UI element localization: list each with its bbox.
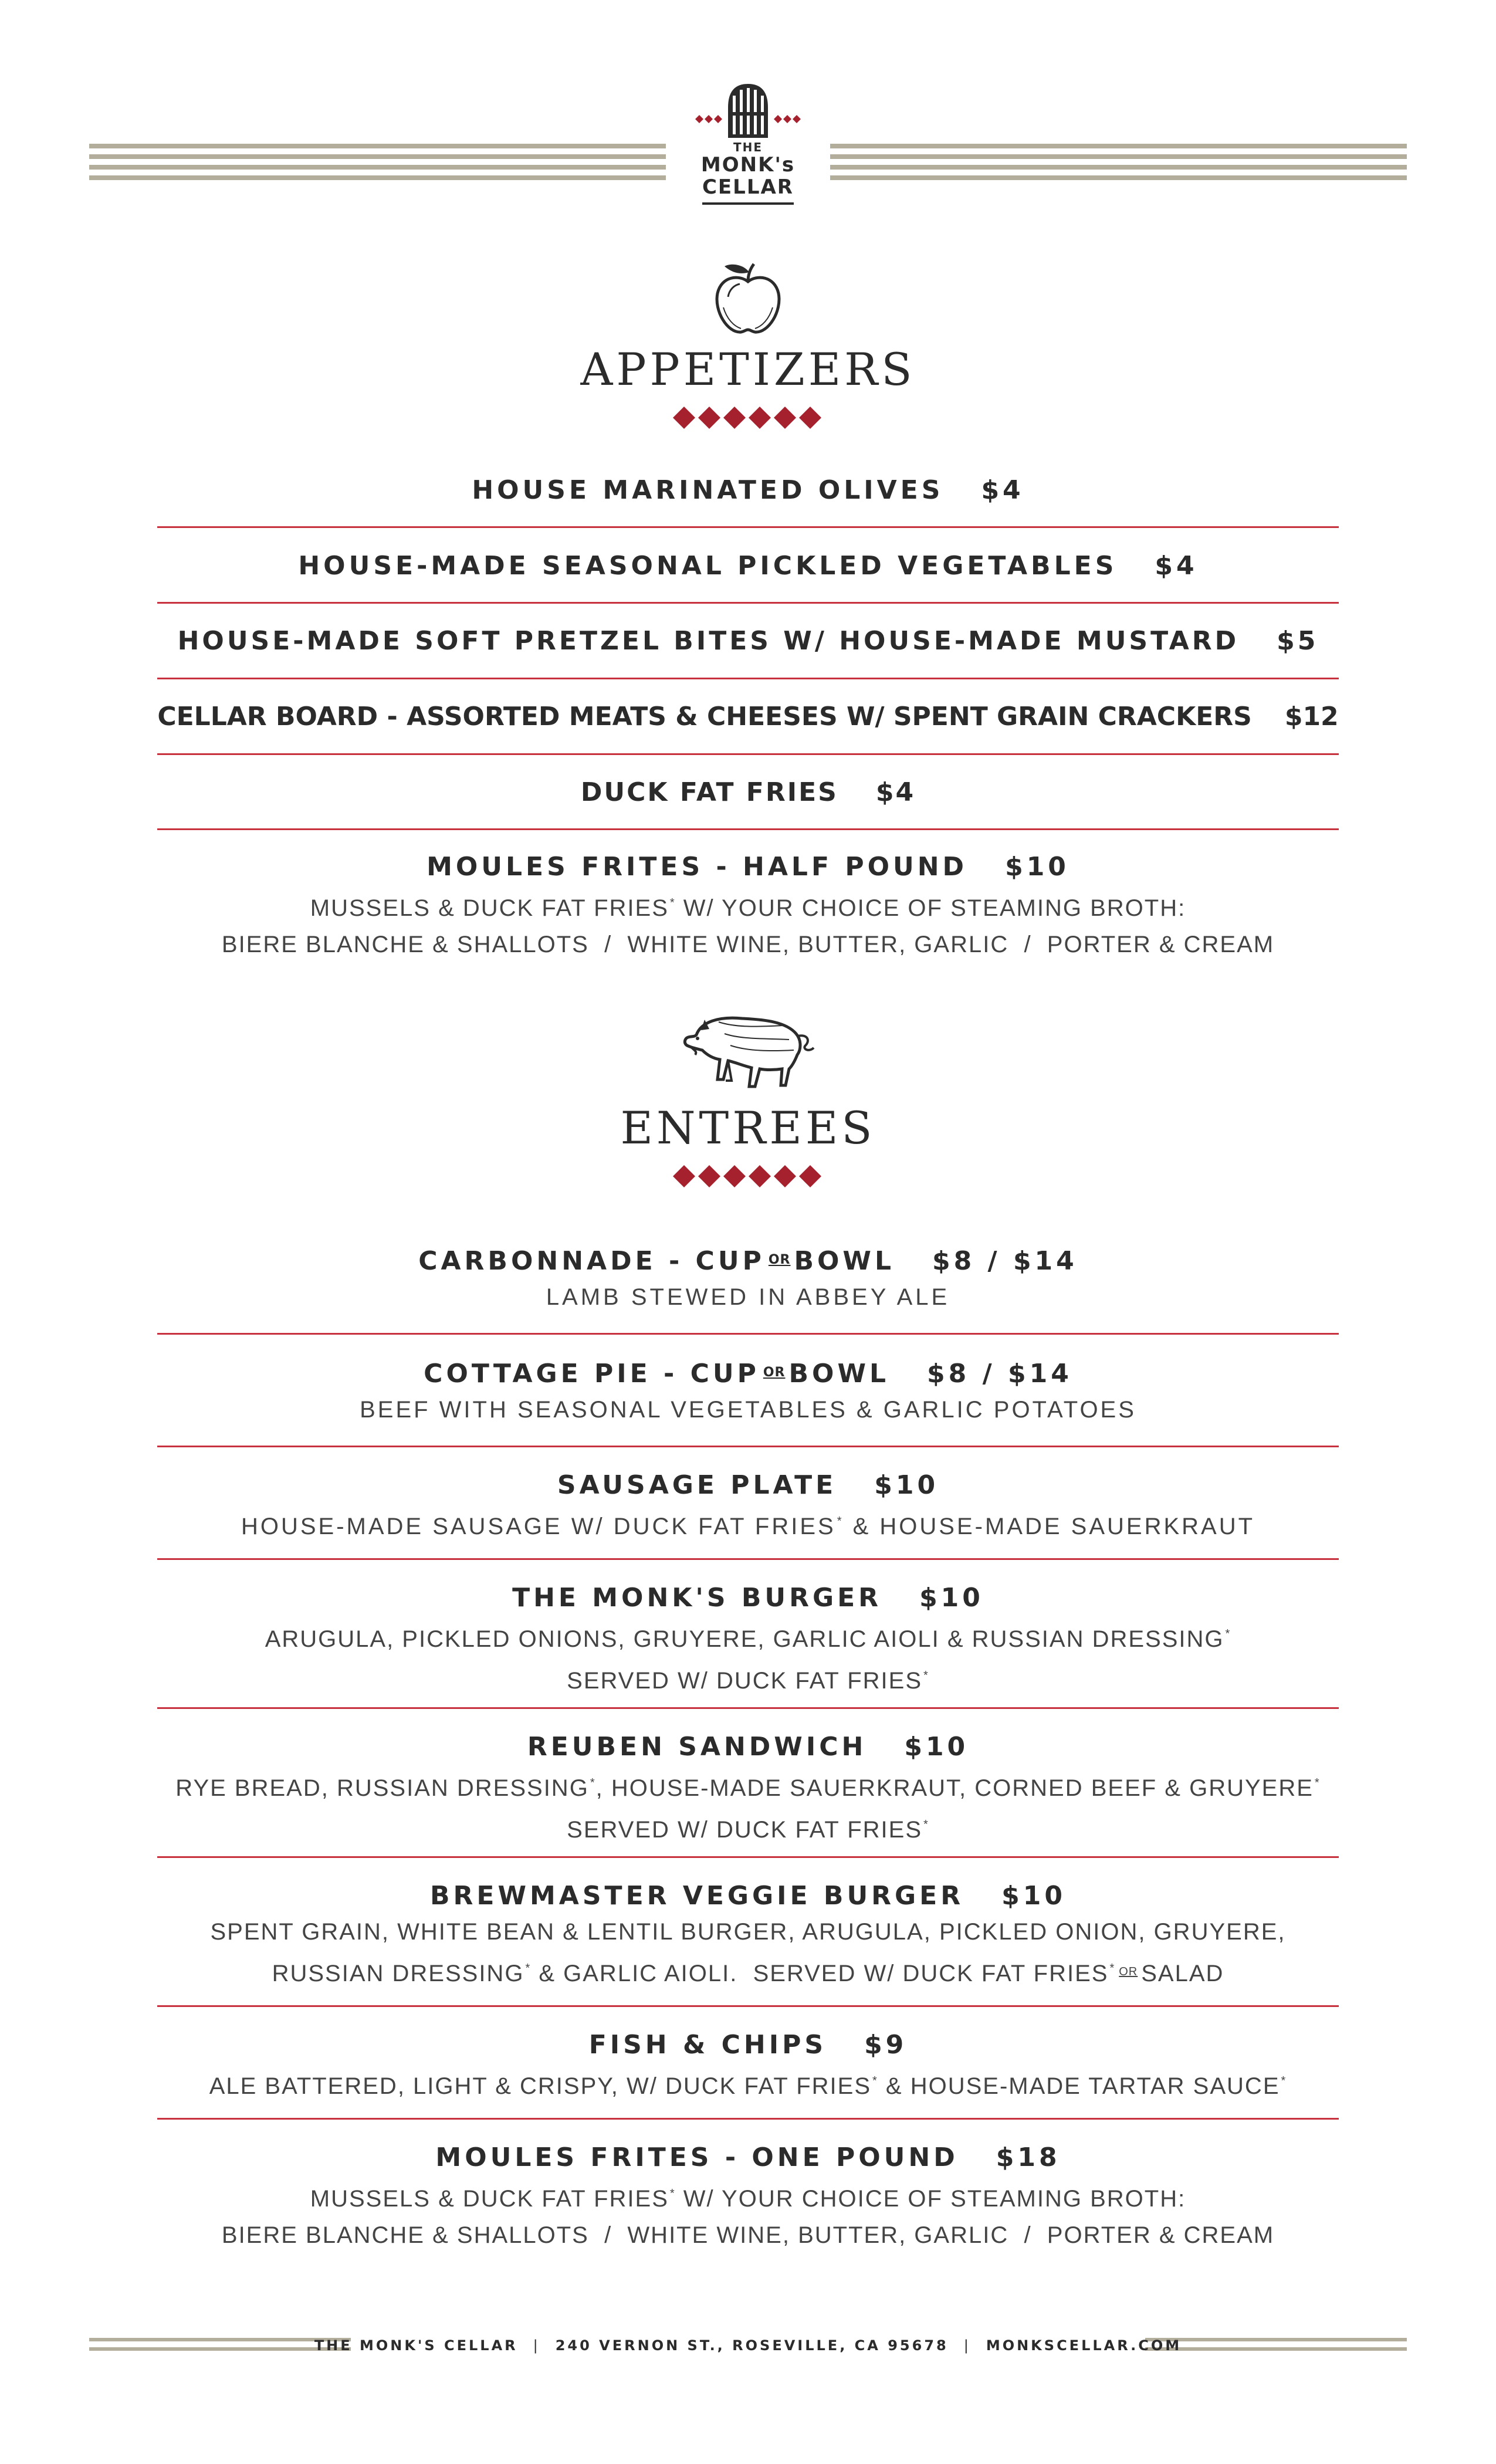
item-description: W/ YOUR CHOICE OF STEAMING BROTH:: [675, 895, 1186, 921]
item-name: BOWL: [794, 1246, 895, 1276]
item-price: $4: [1155, 551, 1198, 581]
item-description: MUSSELS & DUCK FAT FRIES: [310, 895, 669, 921]
item-description: SPENT GRAIN, WHITE BEAN & LENTIL BURGER, ARUGULA, PICKLED ONION, GRUYERE,: [210, 1919, 1286, 1945]
item-description: & HOUSE-MADE SAUERKRAUT: [844, 1514, 1255, 1539]
divider-rule: [157, 678, 1339, 679]
item-description: SALAD: [1141, 1961, 1224, 1986]
appetizer-item-olives: [157, 473, 1339, 508]
apple-icon: [707, 258, 789, 340]
footnote-mark: *: [1281, 2074, 1287, 2087]
item-description: & HOUSE-MADE TARTAR SAUCE: [878, 2073, 1280, 2099]
item-price: $18: [996, 2143, 1061, 2172]
entree-item-veggie-burger: [157, 1879, 1339, 1992]
or-label: OR: [768, 1253, 791, 1267]
item-description: LAMB STEWED IN ABBEY ALE: [546, 1284, 950, 1310]
or-label: OR: [1119, 1965, 1138, 1978]
item-name: MOULES FRITES - HALF POUND: [427, 852, 968, 882]
item-name: FISH & CHIPS: [588, 2030, 827, 2060]
item-name: MOULES FRITES - ONE POUND: [435, 2143, 959, 2172]
footnote-mark: *: [1109, 1962, 1116, 1975]
header-stripes-left: [89, 144, 666, 180]
monks-cellar-logo: [689, 79, 807, 214]
item-price: $5: [1277, 626, 1319, 656]
footer-address: 240 VERNON ST., ROSEVILLE, CA 95678: [555, 2337, 949, 2354]
item-price: $4: [981, 475, 1024, 505]
divider-rule: [157, 1446, 1339, 1447]
footnote-mark: *: [590, 1776, 596, 1789]
entree-item-monks-burger: [157, 1580, 1339, 1699]
appetizers-diamond-row: [672, 406, 824, 429]
footer-website-link[interactable]: MONKSCELLAR.COM: [986, 2337, 1182, 2354]
item-name: CARBONNADE - CUP: [418, 1246, 765, 1276]
divider-rule: [157, 1856, 1339, 1858]
footer-info: [0, 2337, 1496, 2354]
logo-the: THE: [733, 140, 763, 154]
item-price: $8 / $14: [932, 1246, 1078, 1276]
appetizer-item-pretzel-bites: [157, 624, 1339, 659]
item-description: , HOUSE-MADE SAUERKRAUT, CORNED BEEF & GRUYERE: [595, 1775, 1314, 1801]
item-price: $10: [1005, 852, 1069, 882]
footnote-mark: *: [837, 1515, 844, 1528]
item-name: REUBEN SANDWICH: [527, 1732, 867, 1762]
item-description: ARUGULA, PICKLED ONIONS, GRUYERE, GARLIC AIOLI & RUSSIAN DRESSING: [265, 1626, 1224, 1652]
item-name: DUCK FAT FRIES: [580, 777, 838, 807]
item-description: BEEF WITH SEASONAL VEGETABLES & GARLIC POTATOES: [360, 1397, 1136, 1423]
appetizer-item-pickled-vegetables: [157, 549, 1339, 584]
item-price: $10: [919, 1583, 984, 1613]
item-name: THE MONK'S BURGER: [512, 1583, 882, 1613]
header-stripes-right: [830, 144, 1407, 180]
divider-rule: [157, 602, 1339, 604]
appetizer-item-duck-fat-fries: [157, 775, 1339, 810]
entree-item-carbonnade: [157, 1243, 1339, 1315]
item-name: BREWMASTER VEGGIE BURGER: [430, 1881, 964, 1911]
item-name: HOUSE MARINATED OLIVES: [472, 475, 944, 505]
or-label: OR: [763, 1365, 786, 1380]
item-description-broths: BIERE BLANCHE & SHALLOTS / WHITE WINE, BUTTER, GARLIC / PORTER & CREAM: [221, 932, 1275, 957]
item-name: HOUSE-MADE SOFT PRETZEL BITES W/ HOUSE-MADE MUSTARD: [177, 626, 1240, 656]
item-price: $9: [864, 2030, 908, 2060]
entrees-title: ENTREES: [620, 1102, 876, 1154]
divider-rule: [157, 1558, 1339, 1560]
item-price: $4: [875, 777, 916, 807]
divider-rule: [157, 2118, 1339, 2120]
logo-monks: MONK's: [700, 153, 796, 177]
divider-rule: [157, 526, 1339, 528]
item-price: $8 / $14: [927, 1359, 1072, 1389]
footnote-mark: *: [669, 896, 676, 909]
arched-door-icon: [689, 79, 807, 138]
footnote-mark: *: [923, 1669, 929, 1682]
item-name: BOWL: [788, 1359, 890, 1389]
item-description: HOUSE-MADE SAUSAGE W/ DUCK FAT FRIES: [241, 1514, 836, 1539]
item-price: $10: [874, 1470, 939, 1500]
entree-item-sausage-plate: [157, 1468, 1339, 1545]
divider-rule: [157, 1333, 1339, 1335]
footnote-mark: *: [923, 1818, 929, 1831]
item-price: $10: [1001, 1881, 1066, 1911]
item-description: ALE BATTERED, LIGHT & CRISPY, W/ DUCK FAT FRIES: [209, 2073, 871, 2099]
item-description: SERVED W/ DUCK FAT FRIES: [567, 1668, 923, 1694]
item-description: RUSSIAN DRESSING: [272, 1961, 524, 1986]
item-price: $12: [1284, 702, 1339, 732]
entree-item-cottage-pie: [157, 1355, 1339, 1428]
appetizer-item-cellar-board: [157, 699, 1339, 735]
footer-separator: |: [533, 2337, 540, 2354]
item-name: CELLAR BOARD - ASSORTED MEATS & CHEESES W/ SPENT GRAIN CRACKERS: [157, 702, 1252, 732]
entrees-diamond-row: [672, 1165, 824, 1188]
footnote-mark: *: [1225, 1627, 1231, 1640]
entree-item-moules-one-pound: [157, 2140, 1339, 2253]
footer-restaurant-name: THE MONK'S CELLAR: [314, 2337, 518, 2354]
item-description: MUSSELS & DUCK FAT FRIES: [310, 2186, 669, 2212]
item-name: HOUSE-MADE SEASONAL PICKLED VEGETABLES: [298, 551, 1118, 581]
item-description: RYE BREAD, RUSSIAN DRESSING: [175, 1775, 589, 1801]
footnote-mark: *: [669, 2187, 676, 2200]
entree-item-fish-and-chips: [157, 2028, 1339, 2104]
logo-underline: [702, 202, 794, 205]
footnote-mark: *: [1314, 1776, 1321, 1789]
footnote-mark: *: [525, 1962, 532, 1975]
item-price: $10: [904, 1732, 969, 1762]
appetizers-title: APPETIZERS: [580, 343, 916, 395]
divider-rule: [157, 1707, 1339, 1709]
item-name: SAUSAGE PLATE: [557, 1470, 837, 1500]
logo-cellar: CELLAR: [702, 175, 794, 199]
appetizer-item-moules-half: [157, 849, 1339, 963]
item-description: & GARLIC AIOLI. SERVED W/ DUCK FAT FRIES: [531, 1961, 1109, 1986]
boar-icon: [678, 1004, 818, 1092]
footnote-mark: *: [872, 2074, 878, 2087]
item-description-broths: BIERE BLANCHE & SHALLOTS / WHITE WINE, BUTTER, GARLIC / PORTER & CREAM: [221, 2222, 1275, 2248]
divider-rule: [157, 753, 1339, 755]
entree-item-reuben-sandwich: [157, 1729, 1339, 1848]
footer-separator: |: [963, 2337, 971, 2354]
divider-rule: [157, 2005, 1339, 2007]
item-name: COTTAGE PIE - CUP: [424, 1359, 760, 1389]
item-description: SERVED W/ DUCK FAT FRIES: [567, 1817, 923, 1843]
item-description: W/ YOUR CHOICE OF STEAMING BROTH:: [675, 2186, 1186, 2212]
divider-rule: [157, 828, 1339, 830]
